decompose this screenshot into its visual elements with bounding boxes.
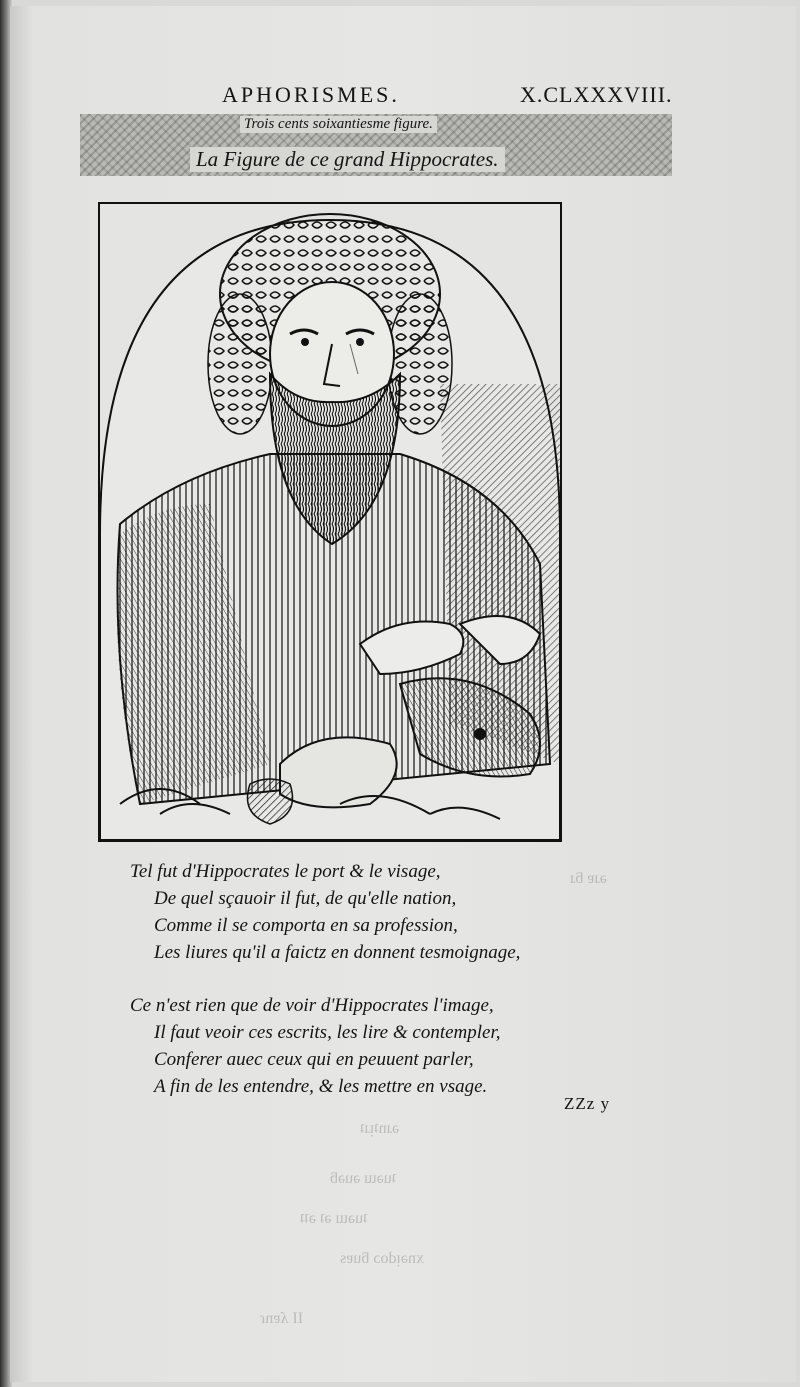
hippocrates-portrait-icon	[100, 204, 560, 840]
show-through-text: xnǝᴉdoɔ ƃuɐs	[340, 1250, 424, 1267]
running-title: APHORISMES.	[222, 82, 400, 107]
portrait-woodcut	[98, 202, 562, 842]
signature-mark: ZZz y	[564, 1094, 611, 1113]
show-through-text: ǝɹnʇᴉɹʇ	[360, 1120, 400, 1137]
verse-line: Comme il se comporta en sa profession,	[154, 915, 458, 936]
verse-line: Il faut veoir ces escrits, les lire & contempler,	[154, 1022, 501, 1043]
show-through-text: ǝɹɐ ƃɹ	[570, 870, 607, 887]
figure-title-caption: La Figure de ce grand Hippocrates.	[190, 147, 505, 172]
verse-line: Tel fut d'Hippocrates le port & le visage,	[130, 861, 441, 882]
show-through-text: ʇuǝɯ ǝʇ ǝʇʇ	[300, 1210, 368, 1227]
show-through-text: II ʎɐnɾ	[260, 1310, 304, 1327]
verse-line: A fin de les entendre, & les mettre en vsage.	[154, 1076, 488, 1097]
verse-line: Ce n'est rien que de voir d'Hippocrates l'image,	[130, 995, 494, 1016]
verse-line: Les liures qu'il a faictz en donnent tesmoignage,	[154, 942, 521, 963]
show-through-text: ʇuǝɯ ǝuǝƃ	[330, 1170, 397, 1187]
verse-line: De quel sçauoir il fut, de qu'elle nation,	[154, 888, 457, 909]
verse-line: Conferer auec ceux qui en peuuent parler,	[154, 1049, 474, 1070]
figure-number-caption: Trois cents soixantiesme figure.	[240, 116, 437, 133]
folio-number: X.CLXXXVIII.	[520, 82, 673, 107]
